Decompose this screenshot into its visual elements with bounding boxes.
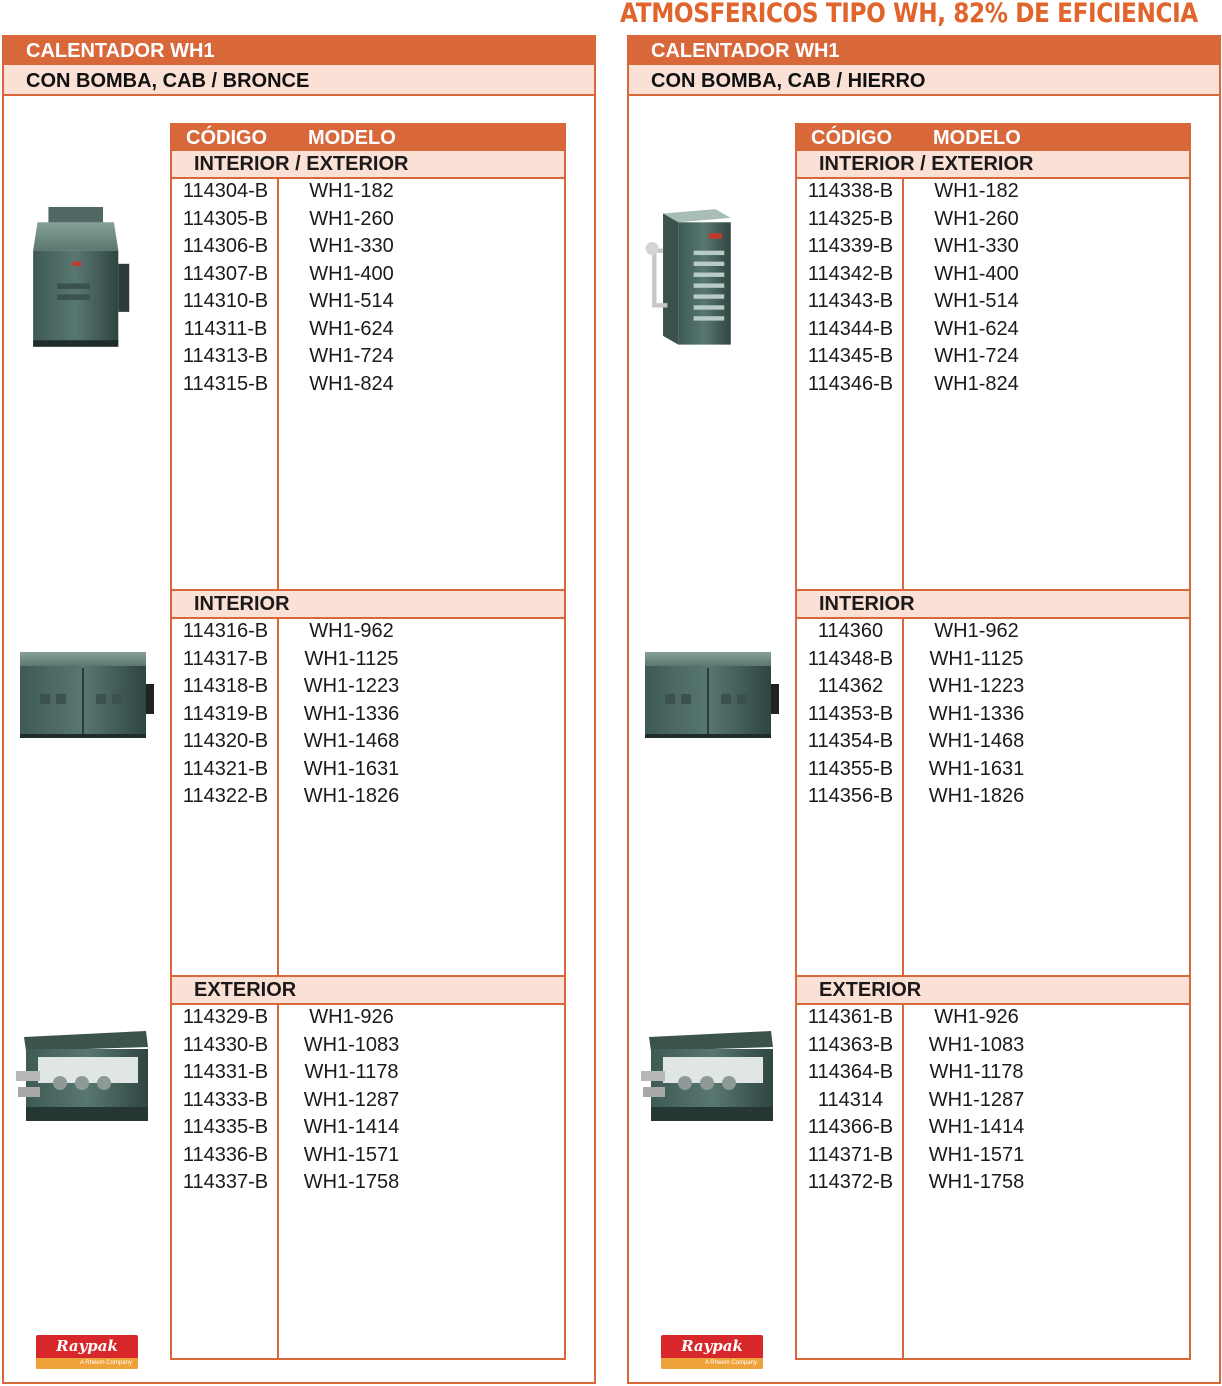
panel-title: CALENTADOR WH1	[629, 37, 1219, 65]
code-cell: 114322-B	[182, 785, 269, 807]
section-rows	[797, 1005, 1189, 1198]
model-cell: WH1-1287	[928, 1088, 1025, 1111]
model-cell: WH1-1083	[928, 1033, 1025, 1056]
table-row	[797, 729, 1189, 757]
code-cell: 114318-B	[182, 675, 269, 697]
model-cell: WH1-1414	[303, 1116, 400, 1138]
code-cell: 114342-B	[807, 262, 894, 285]
section-heading: EXTERIOR	[797, 975, 1189, 1005]
heater-outdoor-image	[641, 1027, 781, 1127]
code-cell: 114307-B	[182, 262, 269, 285]
model-cell: WH1-1571	[303, 1143, 400, 1166]
table-row	[797, 647, 1189, 675]
model-cell: WH1-1336	[928, 702, 1025, 725]
model-cell: WH1-1468	[303, 730, 400, 752]
code-cell: 114346-B	[807, 372, 894, 395]
code-cell: 114356-B	[807, 785, 894, 807]
model-cell: WH1-1083	[303, 1033, 400, 1056]
table-row	[172, 289, 564, 317]
table-row	[172, 179, 564, 207]
heater-tall-image	[24, 207, 134, 349]
table-row	[797, 1060, 1189, 1088]
model-cell: WH1-1758	[303, 1171, 400, 1193]
model-cell: WH1-1125	[304, 647, 399, 670]
model-cell: WH1-330	[934, 235, 1019, 257]
code-cell: 114329-B	[182, 1006, 269, 1028]
table-row	[172, 317, 564, 345]
table-row	[172, 1170, 564, 1198]
table-row	[797, 372, 1189, 400]
section-heading: INTERIOR	[797, 589, 1189, 619]
model-cell: WH1-1223	[303, 675, 400, 697]
table-row	[797, 179, 1189, 207]
section-heading: INTERIOR / EXTERIOR	[172, 151, 564, 179]
code-cell: 114363-B	[807, 1033, 894, 1056]
model-cell: WH1-926	[934, 1006, 1019, 1028]
table-row	[797, 317, 1189, 345]
model-cell: WH1-1826	[303, 785, 400, 807]
table-row	[797, 262, 1189, 290]
model-cell: WH1-1178	[929, 1061, 1024, 1083]
code-cell: 114345-B	[807, 345, 894, 367]
model-cell: WH1-260	[309, 207, 394, 230]
code-cell: 114319-B	[182, 702, 269, 725]
table-row	[797, 1143, 1189, 1171]
table-row	[172, 344, 564, 372]
code-cell: 114305-B	[182, 207, 269, 230]
panel-subtitle: CON BOMBA, CAB / HIERRO	[629, 65, 1219, 96]
table-row	[172, 702, 564, 730]
table-header	[172, 125, 564, 151]
table-row	[797, 1088, 1189, 1116]
model-cell: WH1-1826	[928, 785, 1025, 807]
model-cell: WH1-1336	[303, 702, 400, 725]
code-cell: 114315-B	[182, 372, 269, 395]
table-row	[797, 344, 1189, 372]
table-row	[172, 234, 564, 262]
heater-cabinet-image	[643, 207, 753, 349]
model-cell: WH1-1571	[928, 1143, 1025, 1166]
table-row	[172, 262, 564, 290]
panel-hierro	[627, 35, 1221, 1384]
model-cell: WH1-514	[309, 290, 394, 312]
section-rows	[172, 619, 564, 812]
table-row	[172, 1005, 564, 1033]
code-cell: 114366-B	[807, 1116, 894, 1138]
model-cell: WH1-624	[934, 317, 1019, 340]
section-rows	[797, 179, 1189, 399]
table-header	[797, 125, 1189, 151]
table-row	[172, 1088, 564, 1116]
section-rows	[172, 1005, 564, 1198]
table-row	[797, 1033, 1189, 1061]
code-cell: 114310-B	[182, 290, 269, 312]
heater-wide-image	[16, 649, 156, 741]
header-codigo: CÓDIGO	[811, 127, 893, 149]
code-cell: 114314	[817, 1088, 884, 1111]
code-cell: 114344-B	[807, 317, 894, 340]
model-cell: WH1-962	[309, 620, 394, 642]
table-row	[797, 1005, 1189, 1033]
heater-wide-image	[641, 649, 781, 741]
table-row	[797, 234, 1189, 262]
model-cell: WH1-1758	[928, 1171, 1025, 1193]
model-cell: WH1-624	[309, 317, 394, 340]
header-modelo: MODELO	[933, 127, 1021, 149]
model-cell: WH1-330	[309, 235, 394, 257]
code-cell: 114355-B	[807, 757, 894, 780]
code-cell: 114330-B	[182, 1033, 269, 1056]
model-cell: WH1-400	[309, 262, 394, 285]
code-cell: 114335-B	[182, 1116, 269, 1138]
table-row	[797, 619, 1189, 647]
model-cell: WH1-824	[309, 372, 394, 395]
table-row	[797, 784, 1189, 812]
header-modelo: MODELO	[308, 127, 396, 149]
model-cell: WH1-1287	[303, 1088, 400, 1111]
code-cell: 114339-B	[807, 235, 894, 257]
table-row	[172, 1143, 564, 1171]
table-row	[172, 619, 564, 647]
table-row	[172, 372, 564, 400]
table-row	[797, 289, 1189, 317]
product-table	[170, 123, 566, 1360]
table-row	[797, 1170, 1189, 1198]
table-row	[797, 207, 1189, 235]
code-cell: 114360	[817, 620, 884, 642]
model-cell: WH1-514	[934, 290, 1019, 312]
section-heading: EXTERIOR	[172, 975, 564, 1005]
code-cell: 114325-B	[807, 207, 894, 230]
model-cell: WH1-724	[934, 345, 1019, 367]
code-cell: 114321-B	[182, 757, 269, 780]
header-codigo: CÓDIGO	[186, 127, 268, 149]
code-cell: 114333-B	[182, 1088, 269, 1111]
section-heading: INTERIOR / EXTERIOR	[797, 151, 1189, 179]
raypak-logo	[36, 1335, 138, 1369]
code-cell: 114306-B	[182, 235, 269, 257]
code-cell: 114304-B	[182, 180, 269, 202]
model-cell: WH1-1631	[303, 757, 400, 780]
code-cell: 114316-B	[182, 620, 269, 642]
model-cell: WH1-182	[309, 180, 394, 202]
table-row	[172, 1060, 564, 1088]
table-row	[172, 1033, 564, 1061]
logo-brand: Raypak	[681, 1337, 743, 1355]
code-cell: 114361-B	[807, 1006, 894, 1028]
code-cell: 114371-B	[807, 1143, 894, 1166]
model-cell: WH1-824	[934, 372, 1019, 395]
section-rows	[797, 619, 1189, 812]
model-cell: WH1-1414	[928, 1116, 1025, 1138]
code-cell: 114320-B	[182, 730, 269, 752]
section-rows	[172, 179, 564, 399]
section-heading: INTERIOR	[172, 589, 564, 619]
table-row	[172, 647, 564, 675]
code-cell: 114317-B	[182, 647, 269, 670]
table-row	[172, 207, 564, 235]
model-cell: WH1-1468	[928, 730, 1025, 752]
code-cell: 114348-B	[807, 647, 894, 670]
table-row	[172, 757, 564, 785]
table-row	[797, 702, 1189, 730]
code-cell: 114343-B	[807, 290, 894, 312]
model-cell: WH1-1125	[929, 647, 1024, 670]
page-title: ATMOSFERICOS TIPO WH, 82% DE EFICIENCIA	[620, 0, 1198, 29]
table-row	[797, 1115, 1189, 1143]
heater-outdoor-image	[16, 1027, 156, 1127]
table-row	[172, 1115, 564, 1143]
code-cell: 114337-B	[182, 1171, 269, 1193]
product-table	[795, 123, 1191, 1360]
model-cell: WH1-1178	[304, 1061, 399, 1083]
table-row	[172, 674, 564, 702]
code-cell: 114336-B	[182, 1143, 269, 1166]
code-cell: 114353-B	[807, 702, 894, 725]
model-cell: WH1-260	[934, 207, 1019, 230]
panel-subtitle: CON BOMBA, CAB / BRONCE	[4, 65, 594, 96]
code-cell: 114313-B	[182, 345, 269, 367]
model-cell: WH1-1631	[928, 757, 1025, 780]
logo-tagline: A Rheem Company	[661, 1358, 763, 1369]
table-row	[797, 674, 1189, 702]
model-cell: WH1-1223	[928, 675, 1025, 697]
code-cell: 114311-B	[183, 317, 268, 340]
code-cell: 114331-B	[182, 1061, 269, 1083]
model-cell: WH1-182	[934, 180, 1019, 202]
code-cell: 114362	[817, 675, 884, 697]
code-cell: 114338-B	[807, 180, 894, 202]
code-cell: 114354-B	[807, 730, 894, 752]
table-row	[172, 784, 564, 812]
model-cell: WH1-724	[309, 345, 394, 367]
code-cell: 114364-B	[807, 1061, 894, 1083]
model-cell: WH1-926	[309, 1006, 394, 1028]
raypak-logo	[661, 1335, 763, 1369]
logo-tagline: A Rheem Company	[36, 1358, 138, 1369]
model-cell: WH1-400	[934, 262, 1019, 285]
code-cell: 114372-B	[807, 1171, 894, 1193]
panel-bronce	[2, 35, 596, 1384]
table-row	[797, 757, 1189, 785]
logo-brand: Raypak	[56, 1337, 118, 1355]
table-row	[172, 729, 564, 757]
panel-title: CALENTADOR WH1	[4, 37, 594, 65]
model-cell: WH1-962	[934, 620, 1019, 642]
